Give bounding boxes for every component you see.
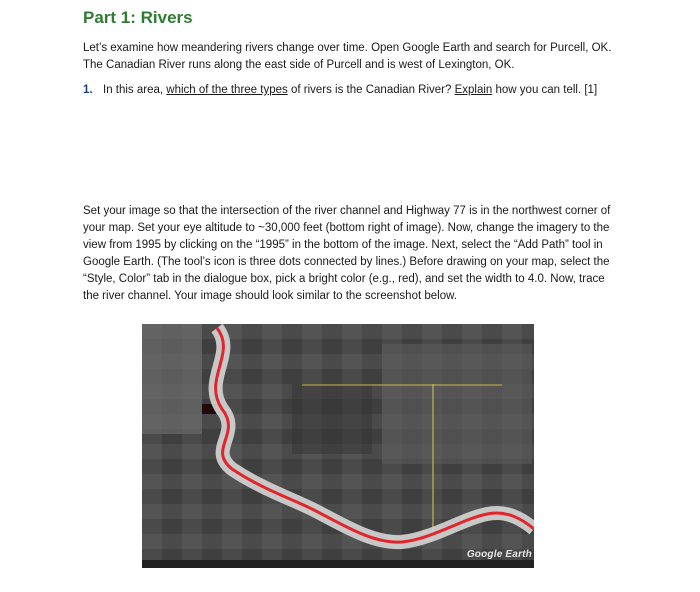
satellite-screenshot [142, 324, 534, 568]
link-three-types[interactable]: which of the three types [166, 84, 288, 96]
section-heading: Part 1: Rivers [83, 8, 193, 27]
satellite-image [142, 324, 534, 568]
question-text: In this area, which of the three types of rivers is the Canadian River? Explain how you can tell. [1] [103, 84, 598, 96]
question-number: 1. [83, 84, 93, 96]
intro-paragraph: Let’s examine how meandering rivers change over time. Open Google Earth and search for Purcell, OK. The Canadian River runs along the east side of Purcell and is west of Lexington, OK. [83, 42, 612, 71]
map-credit: Google Earth [466, 549, 532, 560]
link-explain[interactable]: Explain [454, 84, 493, 96]
instructions-paragraph: Set your image so that the intersection of the river channel and Highway 77 is in the northwest corner of your map. Set your eye altitude to ~30,000 feet (bottom right of image). Now, change the imagery to the view from 1995 by clicking on the “1995” in the bottom of the image. Next, select the “Add Path” tool in Google Earth. (The tool’s icon is three dots connected by lines.) Before drawing on your map, select the “Style, Color” tab in the dialogue box, pick a bright color (e.g., red), and set the width to 4.0. Now, trace the river channel. Your image should look similar to the screenshot below. [83, 205, 611, 302]
